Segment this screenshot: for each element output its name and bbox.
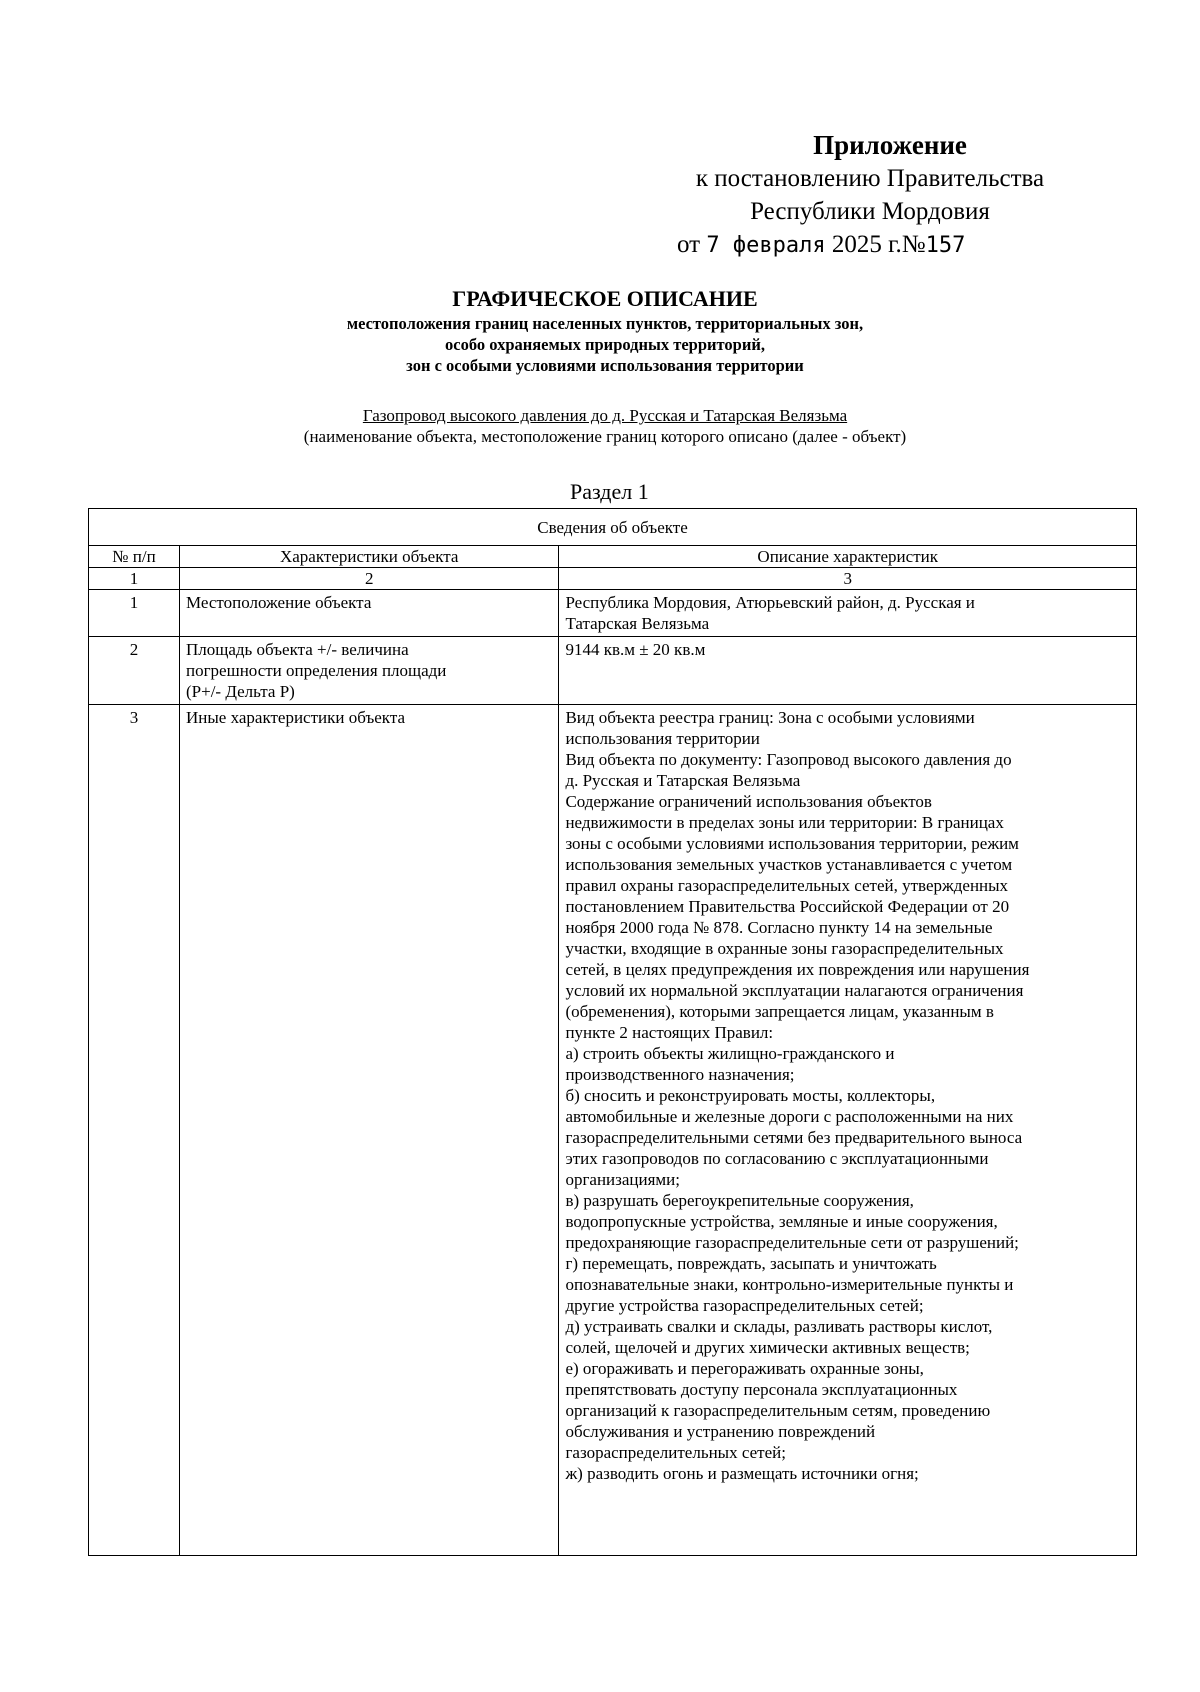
- text-line: Площадь объекта +/- величина: [185, 640, 409, 659]
- text-line: (Р+/- Дельта Р): [185, 682, 295, 701]
- row-description: [559, 637, 1136, 662]
- object-block: [90, 405, 1120, 447]
- text-line: организаций к газораспределительным сетям, проведению: [565, 1401, 991, 1420]
- date-prefix: от: [677, 231, 701, 258]
- text-line: солей, щелочей и других химически активных веществ;: [565, 1338, 970, 1357]
- col-number-1: 1: [89, 568, 180, 590]
- text-line: а) строить объекты жилищно-гражданского и: [565, 1044, 895, 1063]
- row-description-restrictions: [559, 705, 1136, 1486]
- text-line: Вид объекта по документу: Газопровод высокого давления до: [565, 750, 1012, 769]
- row-number: 3: [129, 708, 139, 727]
- text-line: Местоположение объекта: [185, 593, 372, 612]
- text-line: производственного назначения;: [565, 1065, 795, 1084]
- object-note: (наименование объекта, местоположение границ которого описано (далее - объект): [303, 427, 907, 446]
- appendix-date: [640, 228, 1100, 262]
- text-line: правил охраны газораспределительных сетей, утвержденных: [565, 876, 1009, 895]
- text-line: предохраняющие газораспределительные сети от разрушений;: [565, 1233, 1019, 1252]
- text-line: постановлением Правительства Российской Федерации от 20: [565, 897, 1010, 916]
- text-line: погрешности определения площади: [185, 661, 447, 680]
- text-line: ж) разводить огонь и размещать источники огня;: [565, 1464, 919, 1483]
- text-line: пункте 2 настоящих Правил:: [565, 1023, 774, 1042]
- appendix-line-2: Республики Мордовия: [750, 198, 990, 225]
- header-number: № п/п: [89, 546, 180, 568]
- text-line: в) разрушать берегоукрепительные сооружения,: [565, 1191, 914, 1210]
- col-number-3: 3: [559, 568, 1137, 590]
- text-line: сетей, в целях предупреждения их повреждения или нарушения: [565, 960, 1030, 979]
- text-line: обслуживания и устранению повреждений: [565, 1422, 876, 1441]
- appendix-block: [640, 128, 1100, 262]
- text-line: этих газопроводов по согласованию с эксплуатационными: [565, 1149, 989, 1168]
- text-line: участки, входящие в охранные зоны газораспределительных: [565, 939, 1004, 958]
- appendix-line-1: к постановлению Правительства: [695, 165, 1045, 192]
- object-name: Газопровод высокого давления до д. Русская и Татарская Велязьма: [362, 406, 848, 425]
- text-line: газораспределительных сетей;: [565, 1443, 786, 1462]
- text-line: Татарская Велязьма: [565, 614, 710, 633]
- text-line: б) сносить и реконструировать мосты, коллекторы,: [565, 1086, 936, 1105]
- text-line: (обременения), которыми запрещается лицам, указанным в: [565, 1002, 994, 1021]
- text-line: зоны с особыми условиями использования территории, режим: [565, 834, 1019, 853]
- table-caption: Сведения об объекте: [89, 509, 1137, 546]
- text-line: использования земельных участков устанавливается с учетом: [565, 855, 1013, 874]
- row-characteristic: [180, 705, 558, 730]
- text-line: д. Русская и Татарская Велязьма: [565, 771, 801, 790]
- table-row: [89, 705, 1137, 1556]
- date-day: 7 февраля: [706, 233, 826, 258]
- row-number: 2: [129, 640, 139, 659]
- text-line: недвижимости в пределах зоны или территории: В границах: [565, 813, 1004, 832]
- text-line: Содержание ограничений использования объектов: [565, 792, 932, 811]
- header-description: Описание характеристик: [559, 546, 1137, 568]
- text-line: ноября 2000 года № 878. Согласно пункту 14 на земельные: [565, 918, 993, 937]
- document-number: 157: [925, 233, 966, 258]
- text-line: г) перемещать, повреждать, засыпать и уничтожать: [565, 1254, 937, 1273]
- text-line: водопропускные устройства, земляные и иные сооружения,: [565, 1212, 998, 1231]
- heading-subtitle-2: особо охраняемых природных территорий,: [445, 335, 765, 354]
- row-description: [559, 590, 1136, 636]
- text-line: Иные характеристики объекта: [185, 708, 406, 727]
- text-line: другие устройства газораспределительных сетей;: [565, 1296, 924, 1315]
- col-number-2: 2: [179, 568, 558, 590]
- table-row: [89, 637, 1137, 705]
- document-heading: [90, 285, 1120, 376]
- text-line: организациями;: [565, 1170, 681, 1189]
- row-characteristic: [180, 590, 558, 615]
- text-line: использования территории: [565, 729, 760, 748]
- section-title: Раздел 1: [570, 479, 649, 504]
- text-line: опознавательные знаки, контрольно-измерительные пункты и: [565, 1275, 1014, 1294]
- date-year: 2025 г.: [831, 231, 902, 258]
- text-line: автомобильные и железные дороги с расположенными на них: [565, 1107, 1014, 1126]
- row-number: 1: [129, 593, 139, 612]
- appendix-title: Приложение: [813, 130, 967, 160]
- number-sign: №: [901, 231, 926, 258]
- heading-title: ГРАФИЧЕСКОЕ ОПИСАНИЕ: [452, 286, 758, 311]
- text-line: д) устраивать свалки и склады, разливать растворы кислот,: [565, 1317, 993, 1336]
- heading-subtitle-3: зон с особыми условиями использования территории: [406, 356, 804, 375]
- text-line: Вид объекта реестра границ: Зона с особыми условиями: [565, 708, 975, 727]
- text-line: условий их нормальной эксплуатации налагаются ограничения: [565, 981, 1024, 1000]
- table-row: [89, 590, 1137, 637]
- object-info-table: [88, 508, 1137, 1556]
- row-characteristic: [180, 637, 558, 704]
- heading-subtitle-1: местоположения границ населенных пунктов, территориальных зон,: [346, 314, 864, 333]
- text-line: е) огораживать и перегораживать охранные зоны,: [565, 1359, 924, 1378]
- text-line: Республика Мордовия, Атюрьевский район, д. Русская и: [565, 593, 975, 612]
- text-line: 9144 кв.м ± 20 кв.м: [565, 640, 706, 659]
- text-line: препятствовать доступу персонала эксплуатационных: [565, 1380, 958, 1399]
- header-characteristic: Характеристики объекта: [179, 546, 558, 568]
- text-line: газораспределительными сетями без предварительного выноса: [565, 1128, 1023, 1147]
